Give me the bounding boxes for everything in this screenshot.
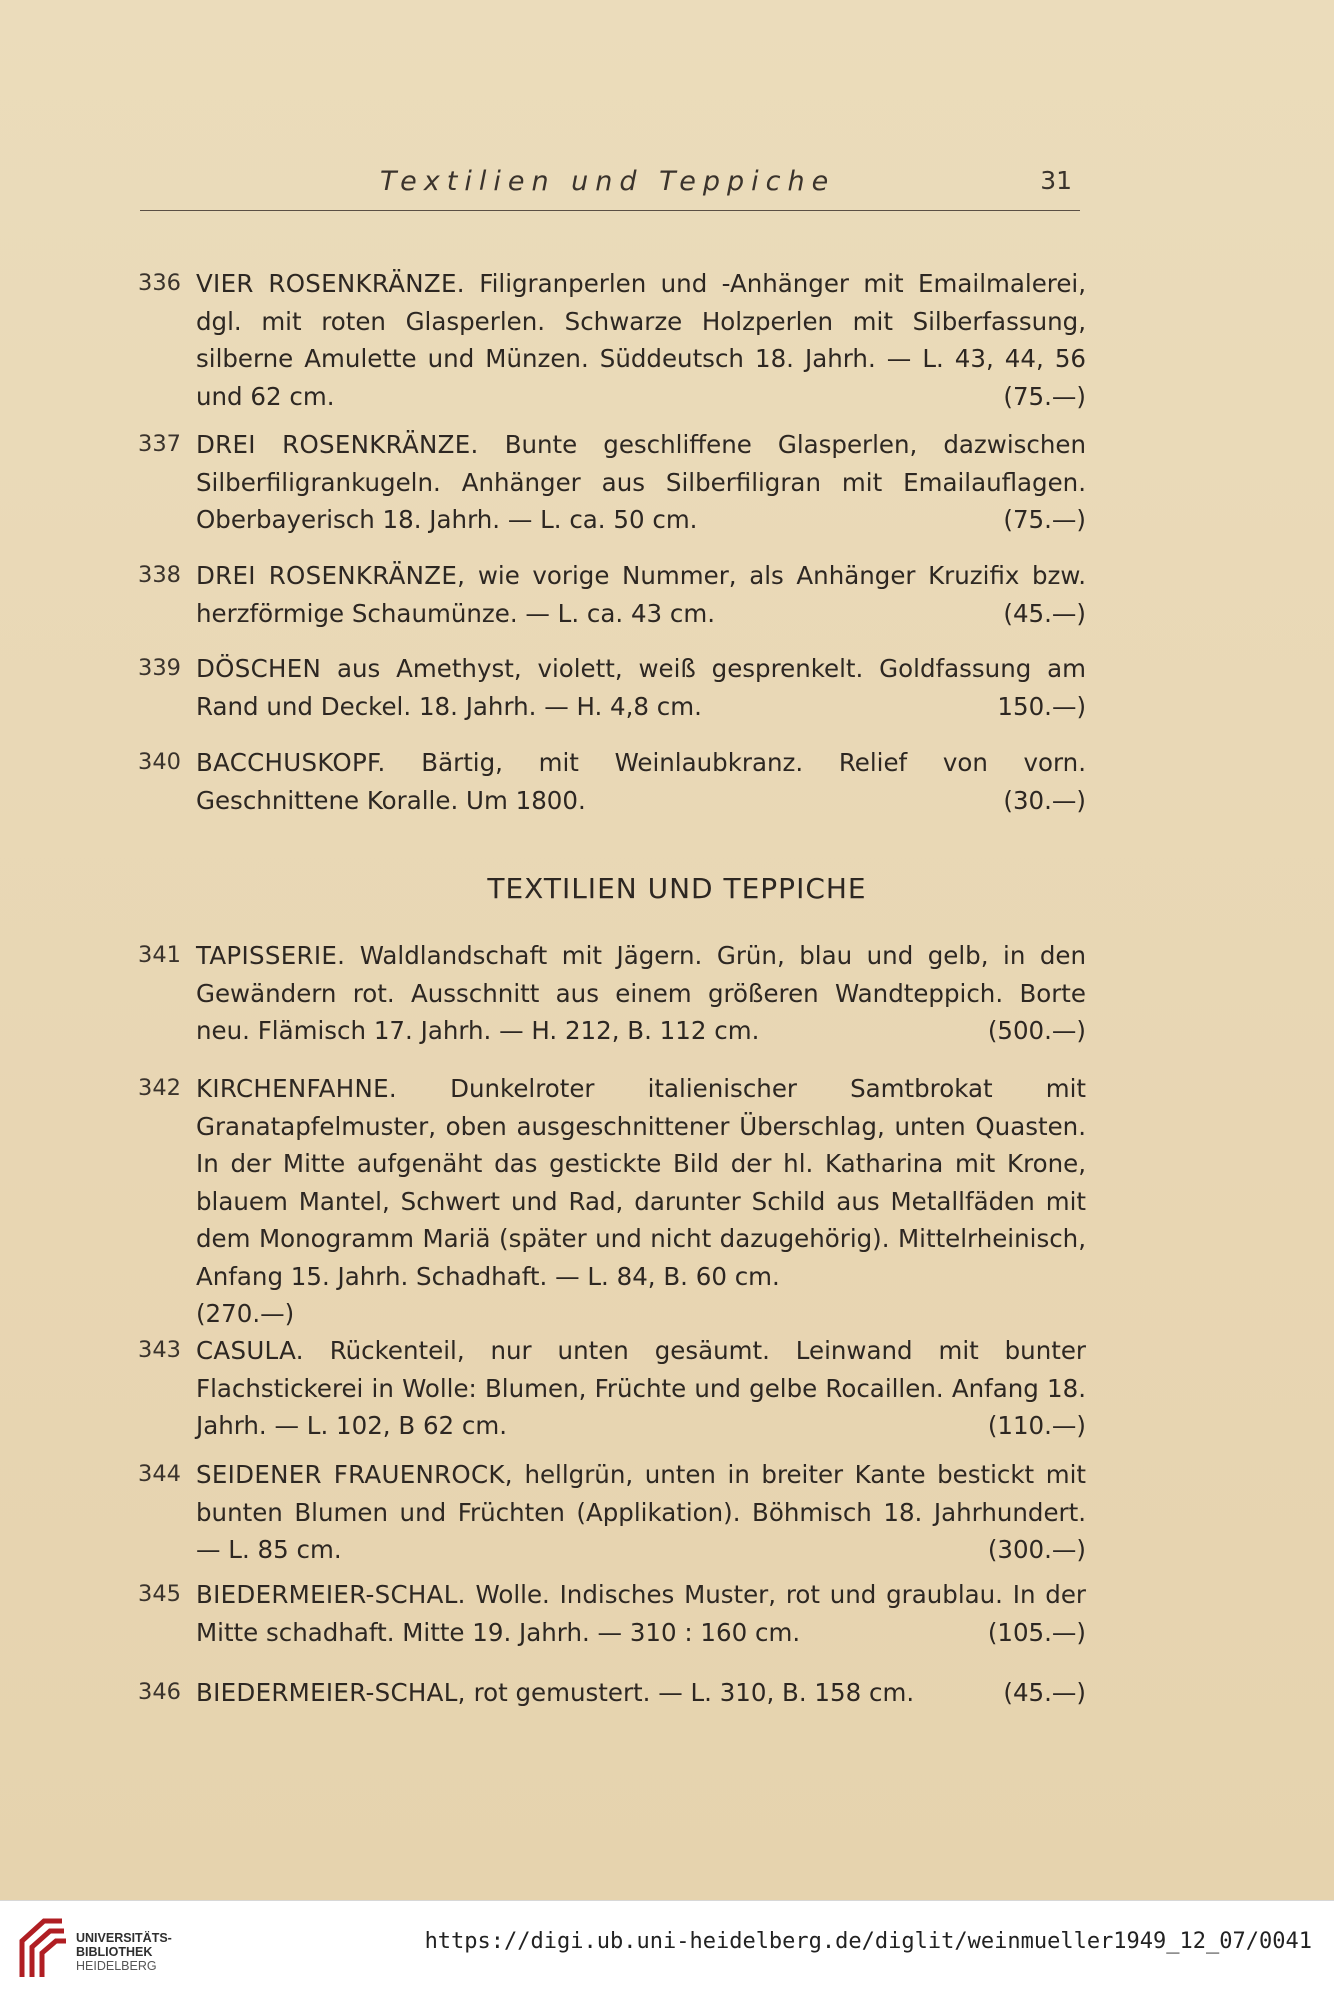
lot-text: wie vorige Nummer, als Anhänger Kruzifix bzw. herzförmige Schaumünze. — L. ca. 43 cm. — [196, 561, 1086, 628]
permalink-url[interactable]: https://digi.ub.uni-heidelberg.de/diglit/weinmueller1949_12_07/0041 — [424, 1929, 1312, 1954]
running-title: Textilien und Teppiche — [380, 166, 836, 197]
lot-title: DÖSCHEN — [196, 654, 322, 683]
lot-number: 337 — [138, 431, 181, 457]
lot-description — [196, 426, 1086, 539]
lot-price: (500.—) — [987, 1016, 1086, 1045]
lot-description — [196, 265, 1086, 415]
lot-number: 346 — [138, 1679, 181, 1705]
lot-price: (45.—) — [1003, 1678, 1086, 1707]
lot-price: (45.—) — [1003, 598, 1086, 628]
lot-title: SEIDENER FRAUENROCK, — [196, 1460, 513, 1489]
lot-number: 342 — [138, 1075, 181, 1101]
lot-number: 338 — [138, 562, 181, 588]
lot-price: (30.—) — [1003, 785, 1086, 815]
lot-number: 344 — [138, 1461, 181, 1487]
viewer-footer — [0, 1900, 1334, 1997]
lot-text: hellgrün, unten in breiter Kante bestickt mit bunten Blumen und Früchten (Applikation). Böhmisch 18. Jahrhundert. — L. 85 cm. — [196, 1460, 1086, 1564]
lot-text: Bunte geschliffene Glasperlen, dazwischen Silberfiligrankugeln. Anhänger aus Silberfiligran mit Emailauflagen. Oberbayerisch 18. Jahrh. — L. ca. 50 cm. — [196, 430, 1086, 534]
lot-number: 339 — [138, 655, 181, 681]
library-logo[interactable] — [14, 1915, 174, 1983]
lot-text: Wolle. Indisches Muster, rot und graublau. In der Mitte schadhaft. Mitte 19. Jahrh. — 310 : 160 cm. — [196, 1580, 1086, 1647]
lot-title: DREI ROSENKRÄNZE. — [196, 430, 479, 459]
lot-text: Waldlandschaft mit Jägern. Grün, blau und gelb, in den Gewändern rot. Ausschnitt aus einem größeren Wandteppich. Borte neu. Flämisch 17. Jahrh. — H. 212, B. 112 cm. — [196, 941, 1086, 1045]
lot-description — [196, 1674, 1086, 1712]
lot-text: Bärtig, mit Weinlaubkranz. Relief von vorn. Geschnittene Koralle. Um 1800. — [196, 748, 1086, 815]
lot-price: (270.—) — [196, 1299, 295, 1328]
lot-text: Dunkelroter italienischer Samtbrokat mit Granatapfelmuster, oben ausgeschnittener Überschlag, unten Quasten. In der Mitte aufgenäht das gestickte Bild der hl. Katharina mit Krone, blauem Mantel, Schwert und Rad, darunter Schild aus Metallfäden mit dem Monogramm Mariä (später und nicht dazugehörig). Mittelrheinisch, Anfang 15. Jahrh. Schadhaft. — L. 84, B. 60 cm. — [196, 1074, 1086, 1291]
lot-number: 345 — [138, 1581, 181, 1607]
lot-title: BACCHUSKOPF. — [196, 748, 386, 777]
lot-text: aus Amethyst, violett, weiß gesprenkelt. Goldfassung am Rand und Deckel. 18. Jahrh. — H. 4,8 cm. — [196, 654, 1086, 721]
lot-text: Filigranperlen und -Anhänger mit Emailmalerei, dgl. mit roten Glasperlen. Schwarze Holzperlen mit Silberfassung, silberne Amulette und Münzen. Süddeutsch 18. Jahrh. — L. 43, 44, 56 und 62 cm. — [196, 269, 1086, 411]
lot-number: 336 — [138, 270, 181, 296]
lot-description — [196, 744, 1086, 819]
logo-line-2: BIBLIOTHEK — [76, 1945, 153, 1959]
lot-title: VIER ROSENKRÄNZE. — [196, 269, 465, 298]
lot-description — [196, 1070, 1086, 1333]
lot-text: rot gemustert. — L. 310, B. 158 cm. — [473, 1678, 915, 1707]
lot-price: (75.—) — [1003, 505, 1086, 534]
lot-title: KIRCHENFAHNE. — [196, 1074, 397, 1103]
lot-price: (300.—) — [987, 1535, 1086, 1564]
lot-number: 340 — [138, 749, 181, 775]
lot-price: (75.—) — [1003, 381, 1086, 411]
lot-title: BIEDERMEIER-SCHAL. — [196, 1580, 466, 1609]
lot-title: CASULA. — [196, 1336, 304, 1365]
logo-line-3: HEIDELBERG — [76, 1959, 157, 1973]
lot-price: (105.—) — [987, 1617, 1086, 1647]
library-logo-icon — [14, 1915, 70, 1981]
logo-line-1: UNIVERSITÄTS- — [76, 1931, 172, 1945]
running-header — [140, 160, 1080, 211]
page-number: 31 — [1040, 166, 1072, 195]
lot-number: 341 — [138, 942, 181, 968]
lot-description — [196, 1456, 1086, 1569]
lot-title: DREI ROSENKRÄNZE, — [196, 561, 466, 590]
library-logo-text — [76, 1931, 172, 1973]
lot-description — [196, 1576, 1086, 1651]
lot-description — [196, 650, 1086, 725]
lot-description — [196, 1332, 1086, 1445]
lot-title: TAPISSERIE. — [196, 941, 346, 970]
lot-price: 150.—) — [997, 691, 1086, 721]
lot-price: (110.—) — [987, 1411, 1086, 1440]
lot-title: BIEDERMEIER-SCHAL, — [196, 1678, 466, 1707]
lot-text: Rückenteil, nur unten gesäumt. Leinwand mit bunter Flachstickerei in Wolle: Blumen, Früchte und gelbe Rocaillen. Anfang 18. Jahrh. — L. 102, B 62 cm. — [196, 1336, 1086, 1440]
lot-description — [196, 557, 1086, 632]
section-heading: TEXTILIEN UND TEPPICHE — [487, 872, 867, 905]
lot-number: 343 — [138, 1337, 181, 1363]
lot-description — [196, 937, 1086, 1050]
